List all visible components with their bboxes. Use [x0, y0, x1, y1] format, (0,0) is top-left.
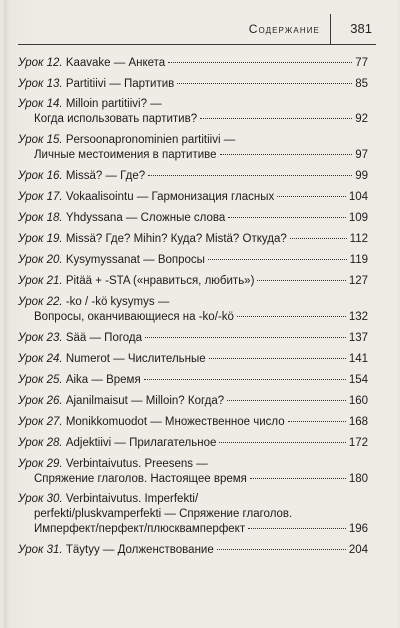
- dot-leader: [168, 62, 352, 63]
- lesson-number: Урок 31.: [18, 544, 63, 556]
- entry-title: Persoonapronominien partitiivi —: [65, 134, 236, 146]
- toc-entry[interactable]: [18, 415, 368, 430]
- entry-page-number: 92: [355, 113, 368, 125]
- toc-entry[interactable]: [18, 97, 368, 127]
- entry-title: perfekti/pluskvamperfekti — Спряжение глаголов.: [34, 508, 293, 520]
- entry-page-number: 160: [348, 395, 368, 407]
- entry-title: Partitiivi — Партитив: [65, 78, 175, 90]
- lesson-number: Урок 17.: [18, 191, 63, 203]
- toc-entry[interactable]: [18, 190, 368, 205]
- dot-leader: [257, 280, 345, 281]
- entry-title: Vokaalisointu — Гармонизация гласных: [65, 191, 275, 203]
- lesson-number: Урок 18.: [18, 212, 63, 224]
- entry-title: Ajanilmaisut — Milloin? Когда?: [65, 395, 225, 407]
- toc-entry-line: [18, 97, 368, 112]
- toc-entry-line: [18, 331, 368, 346]
- toc-entry-line: [18, 492, 368, 507]
- toc-entry[interactable]: [18, 331, 368, 346]
- toc-entry[interactable]: [18, 295, 368, 325]
- dot-leader: [220, 154, 353, 155]
- entry-title: Verbintaivutus. Preesens —: [65, 458, 208, 470]
- toc-entry-line: [18, 352, 368, 367]
- toc-entry[interactable]: [18, 169, 368, 184]
- entry-title: Вопросы, оканчивающиеся на -ko/-kö: [34, 311, 234, 323]
- lesson-number: Урок 15.: [18, 134, 63, 146]
- entry-title: Aika — Время: [65, 374, 141, 386]
- entry-title: Missä? Где? Mihin? Куда? Mistä? Откуда?: [65, 233, 287, 245]
- page-number: 381: [350, 21, 372, 36]
- toc-entry[interactable]: [18, 211, 368, 226]
- dot-leader: [177, 83, 352, 84]
- dot-leader: [288, 421, 346, 422]
- lesson-number: Урок 26.: [18, 395, 63, 407]
- dot-leader: [144, 379, 346, 380]
- toc-entry-line: [18, 507, 368, 522]
- dot-leader: [227, 400, 346, 401]
- entry-page-number: 97: [355, 149, 368, 161]
- toc-entry-line: [18, 56, 368, 71]
- toc-entry-line: [18, 522, 368, 537]
- entry-page-number: 99: [355, 170, 368, 182]
- dot-leader: [290, 238, 347, 239]
- toc-entry-line: [18, 436, 368, 451]
- toc-entry[interactable]: [18, 543, 368, 558]
- lesson-number: Урок 30.: [18, 493, 63, 505]
- entry-title: -ko / -kö kysymys —: [65, 296, 170, 308]
- toc-entry[interactable]: [18, 436, 368, 451]
- entry-title: Pitää + -STA («нравиться, любить»): [65, 275, 255, 287]
- dot-leader: [248, 528, 346, 529]
- toc-entry-line: [18, 274, 368, 289]
- entry-title: Kysymyssanat — Вопросы: [65, 254, 205, 266]
- dot-leader: [219, 442, 345, 443]
- lesson-number: Урок 23.: [18, 332, 63, 344]
- toc-entry-line: [18, 373, 368, 388]
- lesson-number: Урок 14.: [18, 98, 63, 110]
- lesson-number: Урок 12.: [18, 57, 63, 69]
- entry-title: Verbintaivutus. Imperfekti/: [65, 493, 199, 505]
- toc-entry[interactable]: [18, 394, 368, 409]
- toc-entry-line: [18, 169, 368, 184]
- dot-leader: [277, 196, 346, 197]
- toc-entry[interactable]: [18, 133, 368, 163]
- entry-page-number: 119: [349, 254, 368, 266]
- toc-entry[interactable]: [18, 77, 368, 92]
- toc-entry[interactable]: [18, 457, 368, 487]
- entry-page-number: 112: [349, 233, 368, 245]
- table-of-contents: [18, 56, 368, 558]
- toc-entry-line: [18, 295, 368, 310]
- running-header: [18, 0, 376, 45]
- entry-title: Missä? — Где?: [65, 170, 146, 182]
- lesson-number: Урок 29.: [18, 458, 63, 470]
- dot-leader: [237, 316, 346, 317]
- entry-title: Kaavake — Анкета: [65, 57, 166, 69]
- toc-entry-line: [18, 310, 368, 325]
- dot-leader: [148, 175, 352, 176]
- lesson-number: Урок 21.: [18, 275, 63, 287]
- lesson-number: Урок 16.: [18, 170, 63, 182]
- toc-entry-line: [18, 112, 368, 127]
- entry-page-number: 168: [348, 416, 368, 428]
- entry-page-number: 104: [348, 191, 368, 203]
- toc-entry[interactable]: [18, 232, 368, 247]
- entry-title: Monikkomuodot — Множественное число: [65, 416, 285, 428]
- toc-entry[interactable]: [18, 352, 368, 367]
- section-title: Содержание: [248, 22, 320, 36]
- entry-page-number: 180: [348, 473, 368, 485]
- dot-leader: [217, 549, 346, 550]
- dot-leader: [200, 118, 352, 119]
- entry-page-number: 127: [348, 275, 368, 287]
- toc-entry-line: [18, 77, 368, 92]
- toc-entry[interactable]: [18, 492, 368, 537]
- lesson-number: Урок 22.: [18, 296, 63, 308]
- toc-entry-line: [18, 394, 368, 409]
- entry-page-number: 172: [348, 437, 368, 449]
- toc-entry-line: [18, 133, 368, 148]
- entry-title: Adjektiivi — Прилагательное: [65, 437, 217, 449]
- entry-title: Numerot — Числительные: [65, 353, 206, 365]
- entry-title: Milloin partitiivi? —: [65, 98, 162, 110]
- header-separator: [330, 14, 331, 44]
- lesson-number: Урок 19.: [18, 233, 63, 245]
- toc-entry-line: [18, 211, 368, 226]
- toc-entry-line: [18, 232, 368, 247]
- book-page: [4, 0, 398, 628]
- toc-entry[interactable]: [18, 253, 368, 268]
- entry-title: Когда использовать партитив?: [34, 113, 198, 125]
- toc-entry[interactable]: [18, 56, 368, 71]
- entry-title: Täytyy — Долженствование: [65, 544, 214, 556]
- toc-entry-line: [18, 472, 368, 487]
- lesson-number: Урок 25.: [18, 374, 63, 386]
- entry-page-number: 85: [355, 78, 368, 90]
- toc-entry-line: [18, 253, 368, 268]
- dot-leader: [228, 217, 346, 218]
- entry-title: Sää — Погода: [65, 332, 143, 344]
- entry-title: Имперфект/перфект/плюсквамперфект: [34, 523, 246, 535]
- entry-title: Спряжение глаголов. Настоящее время: [34, 473, 247, 485]
- lesson-number: Урок 27.: [18, 416, 63, 428]
- entry-title: Личные местоимения в партитиве: [34, 149, 217, 161]
- entry-page-number: 109: [348, 212, 368, 224]
- entry-title: Yhdyssana — Сложные слова: [65, 212, 226, 224]
- entry-page-number: 141: [348, 353, 368, 365]
- toc-entry-line: [18, 415, 368, 430]
- entry-page-number: 77: [355, 57, 368, 69]
- toc-entry-line: [18, 543, 368, 558]
- toc-entry[interactable]: [18, 274, 368, 289]
- toc-entry-line: [18, 190, 368, 205]
- toc-entry-line: [18, 457, 368, 472]
- dot-leader: [208, 259, 347, 260]
- entry-page-number: 154: [348, 374, 368, 386]
- entry-page-number: 204: [348, 544, 368, 556]
- entry-page-number: 137: [348, 332, 368, 344]
- lesson-number: Урок 28.: [18, 437, 63, 449]
- toc-entry-line: [18, 148, 368, 163]
- entry-page-number: 132: [348, 311, 368, 323]
- dot-leader: [209, 358, 346, 359]
- dot-leader: [250, 478, 346, 479]
- entry-page-number: 196: [348, 523, 368, 535]
- lesson-number: Урок 24.: [18, 353, 63, 365]
- lesson-number: Урок 13.: [18, 78, 63, 90]
- dot-leader: [145, 337, 346, 338]
- toc-entry[interactable]: [18, 373, 368, 388]
- lesson-number: Урок 20.: [18, 254, 63, 266]
